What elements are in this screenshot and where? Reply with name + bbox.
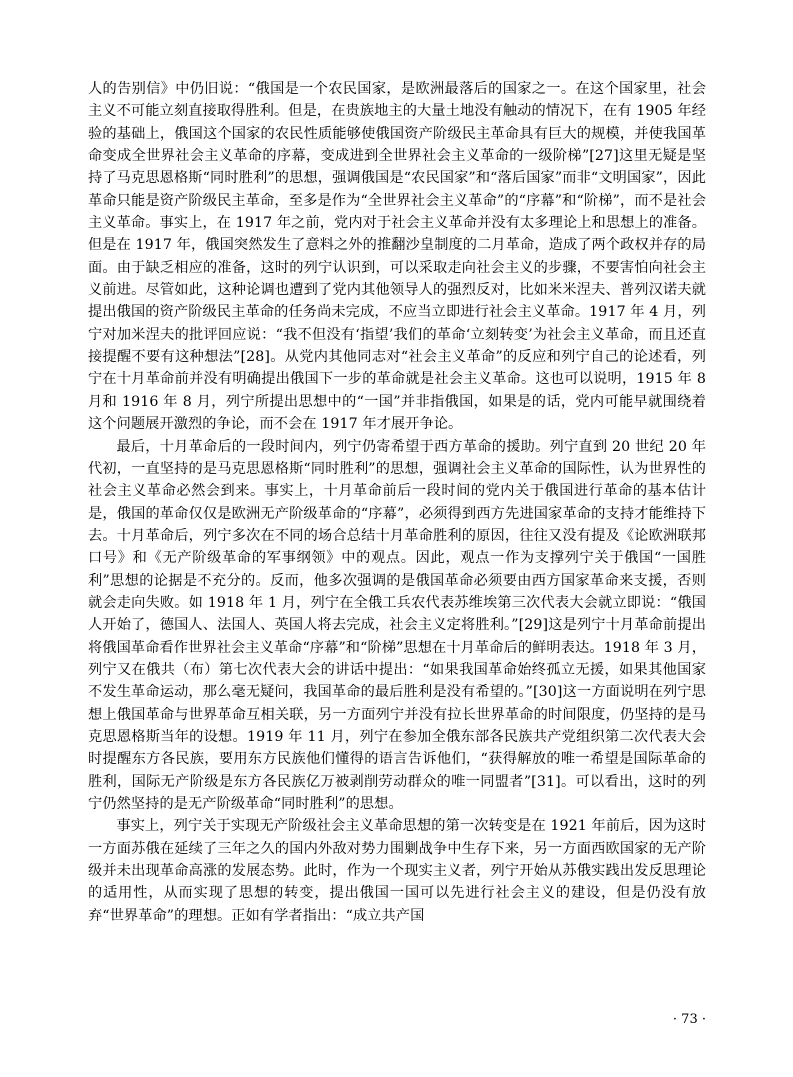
page-body bbox=[88, 78, 706, 927]
page-number: · 73 · bbox=[672, 1012, 706, 1027]
paragraph-2: 最后，十月革命后的一段时间内，列宁仍寄希望于西方革命的援助。列宁直到 20 世纪 20 年代初，一直坚持的是马克思恩格斯“同时胜利”的思想，强调社会主义革命的国际性，认为世界性的社会主义革命必然会到来。事实上，十月革命前后一段时间的党内关于俄国进行革命的基本估计是，俄国的革命仅仅是欧洲无产阶级革命的“序幕”，必须得到西方先进国家革命的支持才能维持下去。十月革命后，列宁多次在不同的场合总结十月革命胜利的原因，往往又没有提及《论欧洲联邦口号》和《无产阶级革命的军事纲领》中的观点。因此，观点一作为支撑列宁关于俄国“一国胜利”思想的论据是不充分的。反而，他多次强调的是俄国革命必须要由西方国家革命来支援，否则就会走向失败。如 1918 年 1 月，列宁在全俄工兵农代表苏维埃第三次代表大会就立即说：“俄国人开始了，德国人、法国人、英国人将去完成，社会主义定将胜利。”[29]这是列宁十月革命前提出将俄国革命看作世界社会主义革命“序幕”和“阶梯”思想在十月革命后的鲜明表达。1918 年 3 月，列宁又在俄共（布）第七次代表大会的讲话中提出：“如果我国革命始终孤立无援，如果其他国家不发生革命运动，那么毫无疑问，我国革命的最后胜利是没有希望的。”[30]这一方面说明在列宁思想上俄国革命与世界革命互相关联，另一方面列宁并没有拉长世界革命的时间限度，仍坚持的是马克思恩格斯当年的设想。1919 年 11 月，列宁在参加全俄东部各民族共产党组织第二次代表大会时提醒东方各民族，要用东方民族他们懂得的语言告诉他们，“获得解放的唯一希望是国际革命的胜利，国际无产阶级是东方各民族亿万被剥削劳动群众的唯一同盟者”[31]。可以看出，这时的列宁仍然坚持的是无产阶级革命“同时胜利”的思想。 bbox=[88, 438, 706, 812]
paragraph-1: 人的告别信》中仍旧说：“俄国是一个农民国家，是欧洲最落后的国家之一。在这个国家里，社会主义不可能立刻直接取得胜利。但是，在贵族地主的大量土地没有触动的情况下，在有 1905 年经验的基础上，俄国这个国家的农民性质能够使俄国资产阶级民主革命具有巨大的规模，并使我国革命变成全世界社会主义革命的序幕，变成进到全世界社会主义革命的一级阶梯”[27]这里无疑是坚持了马克思恩格斯“同时胜利”的思想，强调俄国是“农民国家”和“落后国家”而非“文明国家”，因此革命只能是资产阶级民主革命，至多是作为“全世界社会主义革命”的“序幕”和“阶梯”，而不是社会主义革命。事实上，在 1917 年之前，党内对于社会主义革命并没有太多理论上和思想上的准备。但是在 1917 年，俄国突然发生了意料之外的推翻沙皇制度的二月革命，造成了两个政权并存的局面。由于缺乏相应的准备，这时的列宁认识到，可以采取走向社会主义的步骤，不要害怕向社会主义前进。尽管如此，这种论调也遭到了党内其他领导人的强烈反对，比如米米涅夫、普列汉诺夫就提出俄国的资产阶级民主革命的任务尚未完成，不应当立即进行社会主义革命。1917 年 4 月，列宁对加米涅夫的批评回应说：“我不但没有‘指望’我们的革命‘立刻转变’为社会主义革命，而且还直接提醒不要有这种想法”[28]。从党内其他同志对“社会主义革命”的反应和列宁自己的论述看，列宁在十月革命前并没有明确提出俄国下一步的革命就是社会主义革命。这也可以说明，1915 年 8 月和 1916 年 8 月，列宁所提出思想中的“一国”并非指俄国，如果是的话，党内可能早就围绕着这个问题展开激烈的争论，而不会在 1917 年才展开争论。 bbox=[88, 81, 706, 433]
paragraph-3: 事实上，列宁关于实现无产阶级社会主义革命思想的第一次转变是在 1921 年前后，因为这时一方面苏俄在延续了三年之久的国内外敌对势力围剿战争中生存下来，另一方面西欧国家的无产阶级并未出现革命高涨的发展态势。此时，作为一个现实主义者，列宁开始从苏俄实践出发反思理论的适用性，从而实现了思想的转变，提出俄国一国可以先进行社会主义的建设，但是仍没有放弃“世界革命”的理想。正如有学者指出：“成立共产国 bbox=[88, 818, 706, 924]
